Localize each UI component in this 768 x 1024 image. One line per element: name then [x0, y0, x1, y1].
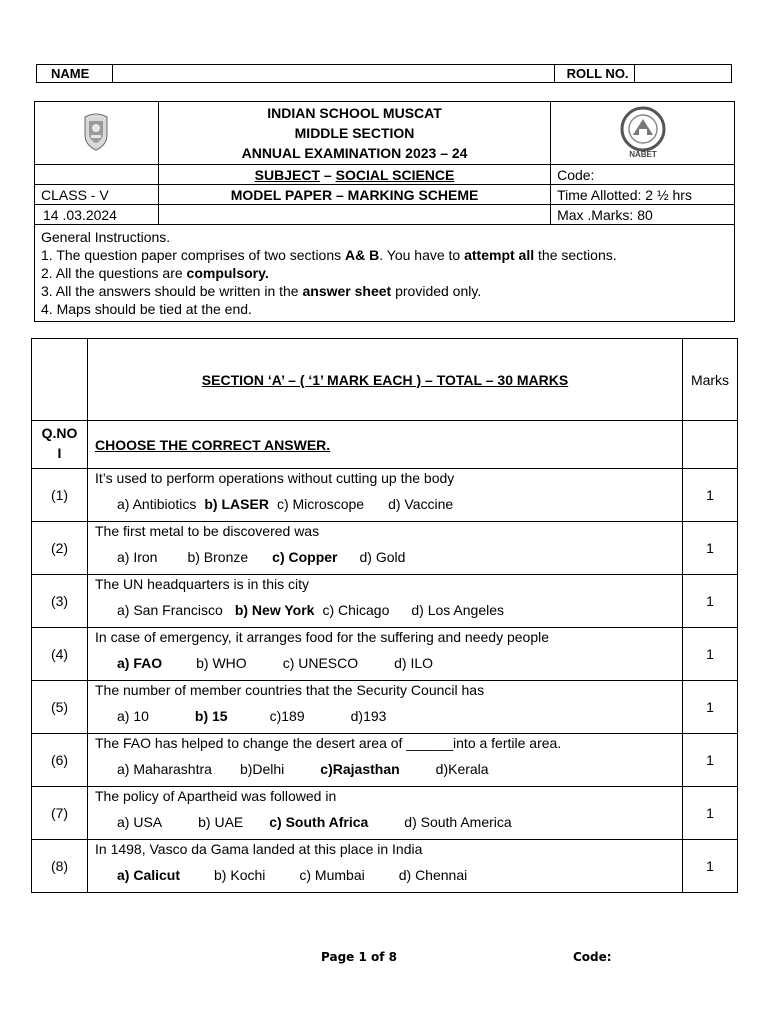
max-marks: Max .Marks: 80	[551, 205, 735, 225]
correct-option: c)Rajasthan	[320, 761, 400, 777]
answer-options	[95, 707, 682, 725]
answer-option: d) ILO	[394, 655, 434, 671]
blank-cell	[683, 421, 738, 469]
question-row	[32, 469, 738, 522]
paper-type: MODEL PAPER – MARKING SCHEME	[158, 185, 550, 205]
exam-header	[34, 101, 735, 322]
question-rows	[32, 469, 738, 893]
question-body	[88, 575, 683, 628]
school-logo-cell	[35, 102, 159, 165]
question-text: In case of emergency, it arranges food for the suffering and needy people	[95, 629, 549, 645]
correct-option: b) 15	[194, 708, 228, 724]
answer-option: d) Los Angeles	[411, 602, 504, 618]
question-body	[88, 681, 683, 734]
instruction-emphasis: A& B	[345, 247, 380, 263]
question-marks: 1	[683, 840, 738, 893]
answer-option: d)193	[350, 708, 387, 724]
question-text: In 1498, Vasco da Gama landed at this place in India	[95, 841, 423, 857]
question-row	[32, 522, 738, 575]
answer-options	[95, 654, 682, 672]
blank-cell	[158, 205, 550, 225]
qno-header	[32, 421, 88, 469]
answer-option: a) 10	[117, 708, 149, 724]
answer-options	[95, 760, 682, 778]
answer-option: d) Gold	[359, 549, 406, 565]
answer-options	[95, 866, 682, 884]
instruction-line	[41, 246, 728, 264]
school-name: INDIAN SCHOOL MUSCAT	[267, 105, 442, 121]
question-body	[88, 840, 683, 893]
question-row	[32, 787, 738, 840]
subject-label: SUBJECT	[254, 166, 321, 183]
instructions-title: General Instructions.	[41, 229, 171, 245]
answer-option: d) South America	[404, 814, 512, 830]
roll-field[interactable]	[635, 65, 732, 83]
instruction-text: 3. All the answers should be written in the	[41, 283, 303, 299]
section-name: MIDDLE SECTION	[294, 125, 415, 141]
answer-option: d)Kerala	[435, 761, 489, 777]
answer-options	[95, 548, 682, 566]
roll-label: ROLL NO.	[554, 65, 635, 83]
instructions-list	[41, 246, 728, 318]
qno-header-label: Q.NO	[41, 425, 78, 441]
question-marks: 1	[683, 522, 738, 575]
answer-option: a) Antibiotics	[117, 496, 197, 512]
correct-option: a) FAO	[117, 655, 163, 671]
answer-options	[95, 601, 682, 619]
question-row	[32, 628, 738, 681]
school-crest-icon	[82, 113, 110, 151]
subject-separator: –	[320, 166, 336, 183]
question-number: (4)	[32, 628, 88, 681]
answer-options	[95, 813, 682, 831]
correct-option: b) LASER	[204, 496, 269, 512]
answer-option: c) UNESCO	[282, 655, 359, 671]
question-marks: 1	[683, 681, 738, 734]
instruction-text: 1. The question paper comprises of two sections	[41, 247, 346, 263]
name-label: NAME	[37, 65, 113, 83]
question-number: (6)	[32, 734, 88, 787]
question-body	[88, 787, 683, 840]
choose-instruction: CHOOSE THE CORRECT ANSWER.	[88, 421, 683, 469]
instruction-text: . You have to	[379, 247, 465, 263]
qno-header-roman: I	[57, 445, 62, 461]
question-text: The number of member countries that the Security Council has	[95, 682, 485, 698]
question-text: The UN headquarters is in this city	[95, 576, 309, 592]
answer-option: a) USA	[117, 814, 163, 830]
correct-option: c) South Africa	[269, 814, 369, 830]
question-marks: 1	[683, 628, 738, 681]
answer-option: a) San Francisco	[117, 602, 223, 618]
exam-name: ANNUAL EXAMINATION 2023 – 24	[241, 145, 468, 161]
name-field[interactable]	[113, 65, 554, 83]
nabet-caption: NABET	[628, 149, 657, 159]
question-number: (1)	[32, 469, 88, 522]
instruction-text: 2. All the questions are	[41, 265, 187, 281]
nabet-logo-cell	[551, 102, 735, 165]
instruction-text: provided only.	[391, 283, 482, 299]
instruction-emphasis: attempt all	[464, 247, 535, 263]
class-label: CLASS - V	[35, 185, 159, 205]
question-text: The policy of Apartheid was followed in	[95, 788, 337, 804]
correct-option: a) Calicut	[117, 867, 181, 883]
answer-option: b) Kochi	[214, 867, 266, 883]
question-body	[88, 522, 683, 575]
subject-name: SOCIAL SCIENCE	[335, 166, 455, 183]
blank-cell	[35, 165, 159, 185]
section-title: SECTION ‘A’ – ( ‘1’ MARK EACH ) – TOTAL – 30 MARKS	[88, 339, 683, 421]
question-number: (5)	[32, 681, 88, 734]
exam-title-block	[158, 102, 550, 165]
answer-option: a) Iron	[117, 549, 158, 565]
question-body	[88, 628, 683, 681]
marks-header: Marks	[683, 339, 738, 421]
answer-option: b) UAE	[198, 814, 244, 830]
answer-option: b)Delhi	[239, 761, 285, 777]
answer-options	[95, 495, 682, 513]
answer-option: d) Chennai	[398, 867, 468, 883]
question-marks: 1	[683, 469, 738, 522]
time-allotted: Time Allotted: 2 ½ hrs	[551, 185, 735, 205]
instruction-line	[41, 300, 728, 318]
instruction-line	[41, 264, 728, 282]
instruction-emphasis: compulsory.	[186, 265, 269, 281]
answer-option: d) Vaccine	[388, 496, 454, 512]
question-body	[88, 469, 683, 522]
nabet-logo-icon	[618, 105, 668, 159]
answer-option: c) Mumbai	[299, 867, 365, 883]
question-number: (7)	[32, 787, 88, 840]
exam-date: 14 .03.2024	[35, 205, 159, 225]
correct-option: c) Copper	[272, 549, 338, 565]
question-marks: 1	[683, 734, 738, 787]
page-number: Page 1 of 8	[321, 950, 397, 964]
answer-option: a) Maharashtra	[117, 761, 212, 777]
question-marks: 1	[683, 575, 738, 628]
answer-option: c) Chicago	[322, 602, 390, 618]
question-body	[88, 734, 683, 787]
question-row	[32, 681, 738, 734]
answer-option: b) WHO	[196, 655, 247, 671]
subject-title	[158, 165, 550, 185]
instruction-text: the sections.	[534, 247, 617, 263]
question-row	[32, 734, 738, 787]
blank-cell	[32, 339, 88, 421]
answer-option: c)189	[269, 708, 305, 724]
question-row	[32, 840, 738, 893]
question-number: (8)	[32, 840, 88, 893]
question-marks: 1	[683, 787, 738, 840]
instruction-text: 4. Maps should be tied at the end.	[41, 301, 252, 317]
general-instructions	[35, 225, 735, 322]
questions-table	[31, 338, 738, 893]
code-label: Code:	[551, 165, 735, 185]
correct-option: b) New York	[234, 602, 315, 618]
question-number: (2)	[32, 522, 88, 575]
question-text: The FAO has helped to change the desert area of ______into a fertile area.	[95, 735, 562, 751]
footer-code: Code:	[573, 950, 612, 964]
answer-option: b) Bronze	[187, 549, 249, 565]
question-text: It’s used to perform operations without cutting up the body	[95, 470, 455, 486]
instruction-line	[41, 282, 728, 300]
answer-option: c) Microscope	[276, 496, 365, 512]
question-text: The first metal to be discovered was	[95, 523, 320, 539]
instruction-emphasis: answer sheet	[302, 283, 392, 299]
name-roll-table	[36, 64, 732, 83]
question-row	[32, 575, 738, 628]
question-number: (3)	[32, 575, 88, 628]
